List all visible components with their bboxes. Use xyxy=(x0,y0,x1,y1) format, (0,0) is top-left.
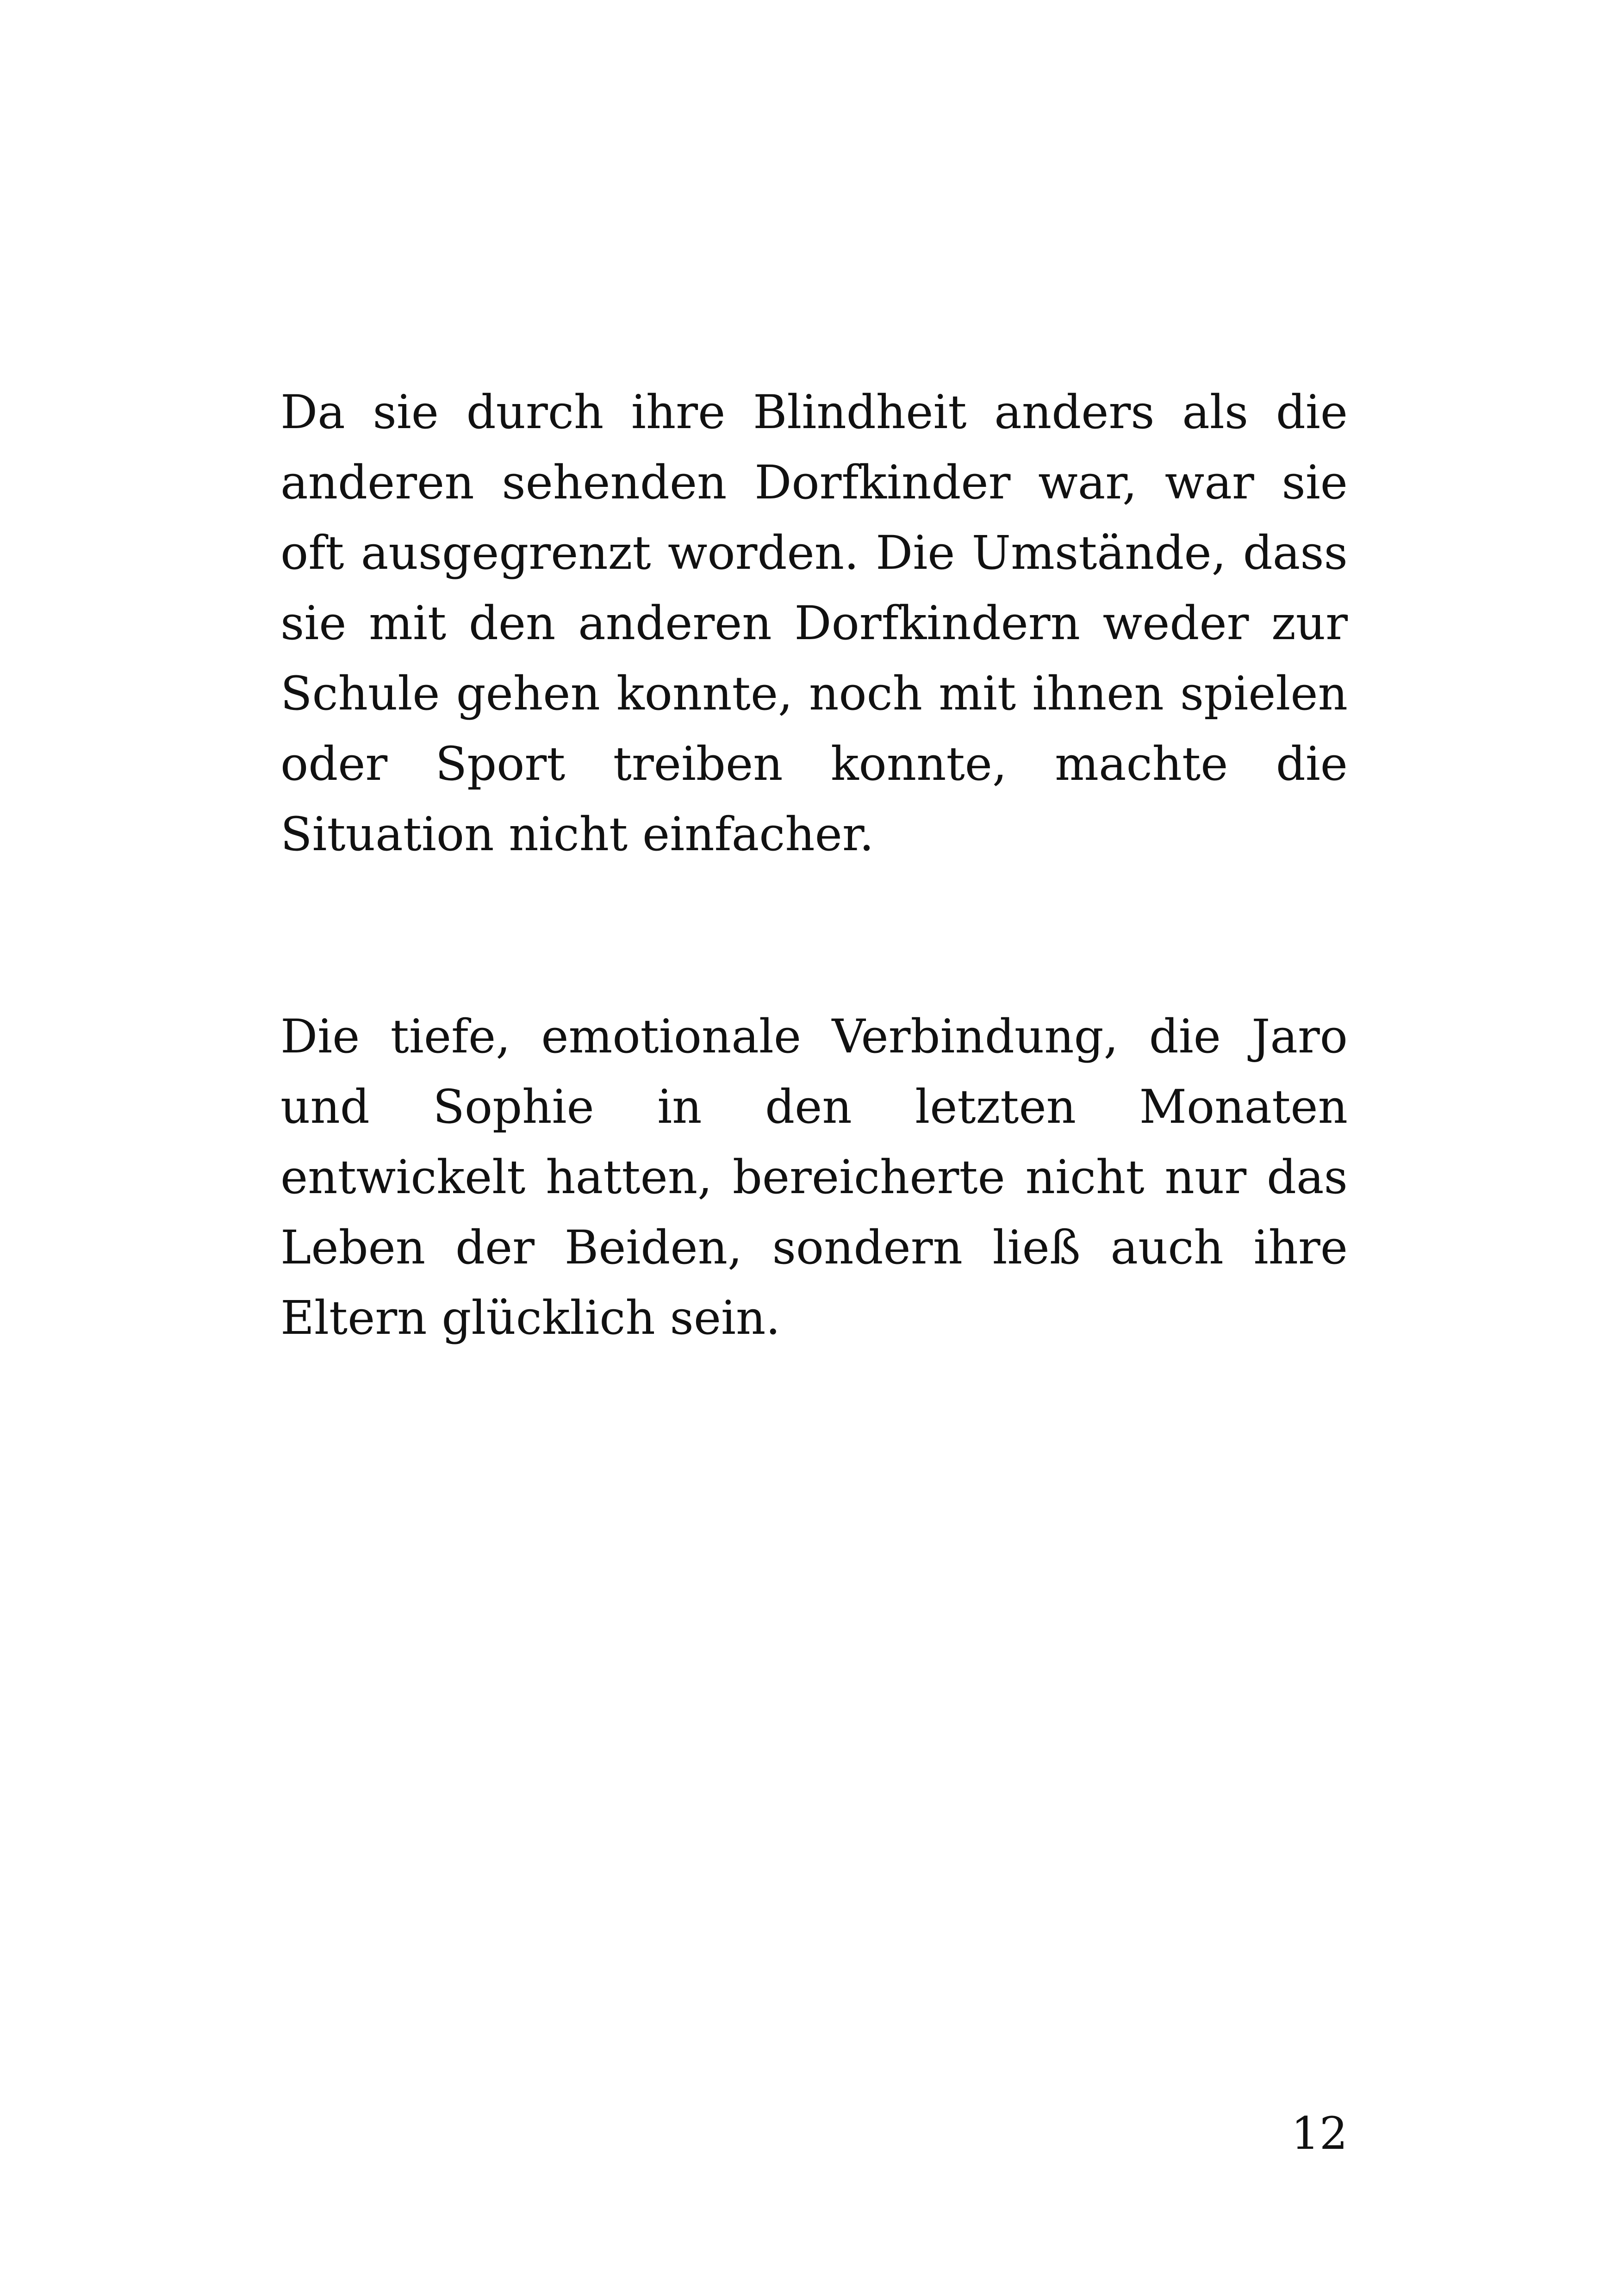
paragraph-2: Die tiefe, emotionale Verbindung, die Jaro und Sophie in den letzten Monaten entwickelt hatten, bereicherte nicht nur das Leben der Beiden, sondern ließ auch ihre Eltern glücklich sein. xyxy=(280,1009,1348,1345)
paragraph-1: Da sie durch ihre Blindheit anders als die anderen sehenden Dorfkinder war, war sie oft ausgegrenzt worden. Die Umstände, dass sie mit den anderen Dorfkindern weder zur Schule gehen konnte, noch mit ihnen spielen oder Sport treiben konnte, machte die Situation nicht einfacher. xyxy=(280,385,1348,861)
page-number: 12 xyxy=(1291,2108,1348,2159)
